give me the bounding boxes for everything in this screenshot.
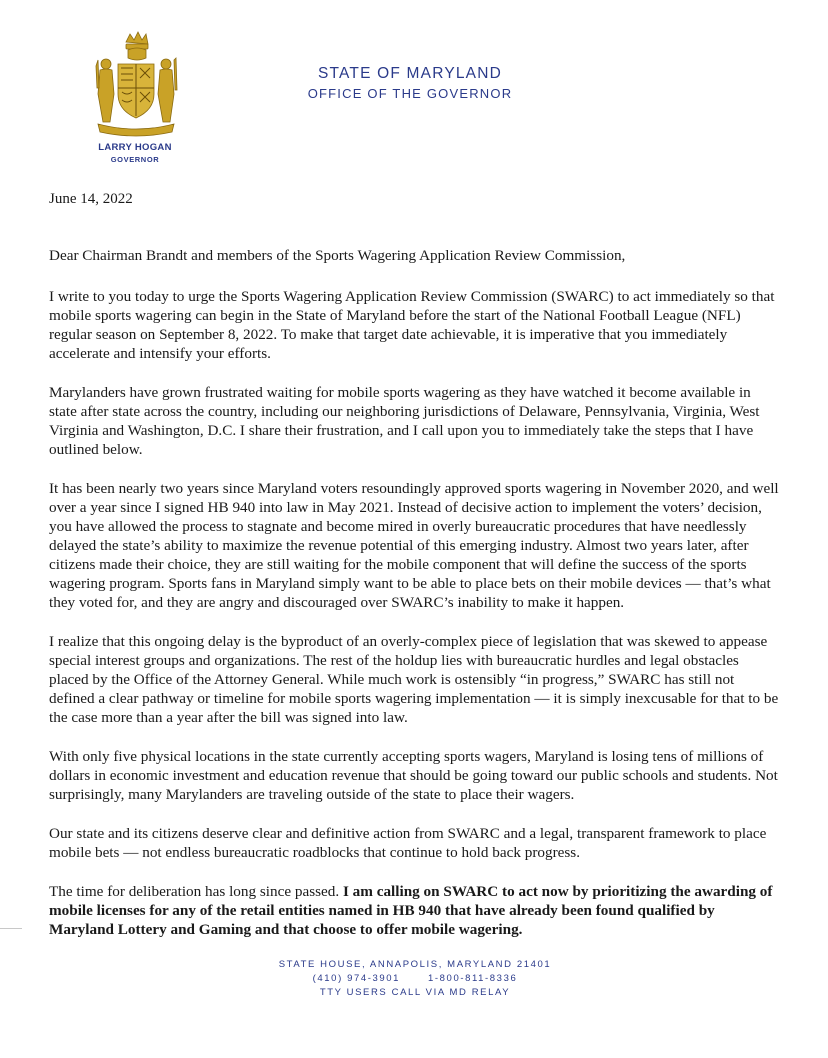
letter-paragraph: Our state and its citizens deserve clear and definitive action from SWARC and a legal, transparent framework to place mobile bets — not endless bureaucratic roadblocks that continue to hold back progress.	[49, 825, 767, 861]
letter-date: June 14, 2022	[49, 191, 133, 207]
letter-paragraph: It has been nearly two years since Maryland voters resoundingly approved sports wagering in November 2020, and well over a year since I signed HB 940 into law in May 2021. Instead of decisive action to implement the voters’ decision, you have allowed the process to stagnate and become mired in overly bureaucratic procedures that have needlessly delayed the state’s ability to maximize the revenue potential of this emerging industry. Almost two years later, after citizens made their choice, they are still waiting for the mobile component that will define the success of the sports wagering program. Sports fans in Maryland simply want to be able to place bets on their mobile devices — that’s what they voted for, and they are angry and discouraged over SWARC’s inability to make it happen.	[49, 480, 779, 611]
maryland-state-seal-icon	[88, 30, 184, 138]
governor-name-block	[70, 142, 200, 166]
state-heading: STATE OF MARYLAND	[317, 65, 503, 82]
margin-mark	[0, 928, 22, 929]
footer-toll-free: 1-800-811-8336	[428, 973, 518, 984]
footer-phone: (410) 974-3901	[312, 973, 401, 984]
letter-paragraph: With only five physical locations in the state currently accepting sports wagers, Maryland is losing tens of millions of dollars in economic investment and education revenue that should be going toward our public schools and students. Not surprisingly, many Marylanders are traveling outside of the state to place their wagers.	[49, 748, 778, 803]
letter-body	[49, 246, 779, 959]
office-heading: OFFICE OF THE GOVERNOR	[307, 86, 513, 101]
closing-bold: I am calling on SWARC to act now by prioritizing the awarding of mobile licenses for any of the retail entities named in HB 940 that have already been found qualified by Maryland Lottery and Gaming and that choose to offer mobile wagering.	[49, 883, 773, 938]
letter-paragraph: Marylanders have grown frustrated waiting for mobile sports wagering as they have watched it become available in state after state across the country, including our neighboring jurisdictions of Delaware, Pennsylvania, Virginia, West Virginia and Washington, D.C. I share their frustration, and I call upon you to immediately take the steps that I have outlined below.	[49, 384, 760, 458]
closing-lead: The time for deliberation has long since passed.	[49, 883, 343, 900]
letter-paragraph: I write to you today to urge the Sports Wagering Application Review Commission (SWARC) to act immediately so that mobile sports wagering can begin in the State of Maryland before the start of the National Football League (NFL) regular season on September 8, 2022. To make that target date achievable, it is imperative that you immediately accelerate and intensify your efforts.	[49, 288, 775, 362]
footer-phones	[220, 972, 610, 986]
footer-address: STATE HOUSE, ANNAPOLIS, MARYLAND 21401	[278, 959, 552, 970]
governor-title: GOVERNOR	[110, 155, 160, 164]
governor-name: LARRY HOGAN	[98, 142, 172, 153]
letterhead-title	[270, 64, 550, 104]
letter-paragraph: I realize that this ongoing delay is the byproduct of an overly-complex piece of legislation that was skewed to appease special interest groups and organizations. The rest of the holdup lies with bureaucratic hurdles and legal obstacles placed by the Office of the Attorney General. While much work is ostensibly “in progress,” SWARC has still not defined a clear pathway or timeline for mobile sports wagering implementation — it is simply inexcusable for that to be the case more than a year after the bill was signed into law.	[49, 633, 779, 726]
letter-closing-paragraph	[49, 882, 779, 939]
letterhead-footer	[220, 958, 610, 1000]
footer-tty: TTY USERS CALL VIA MD RELAY	[319, 987, 511, 998]
letter-salutation: Dear Chairman Brandt and members of the Sports Wagering Application Review Commission,	[49, 247, 626, 264]
